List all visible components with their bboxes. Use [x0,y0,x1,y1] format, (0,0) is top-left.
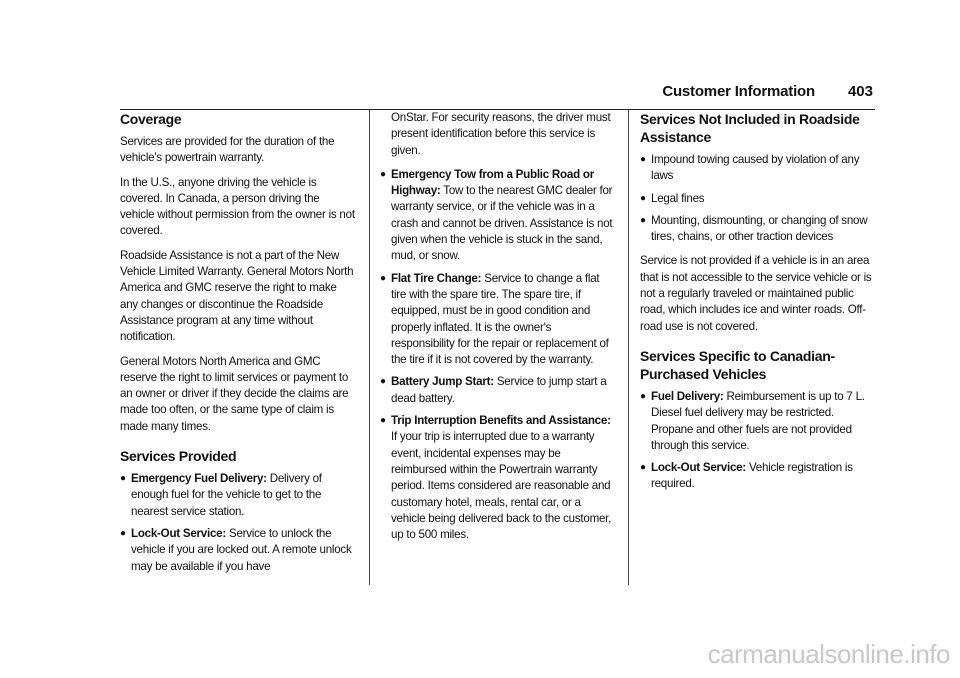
bullet-icon: ● [380,272,386,284]
column-3 [640,110,876,501]
list-item [380,167,616,265]
list-item [640,460,876,493]
page-header [120,83,875,110]
canadian-list [640,389,876,493]
coverage-paragraph: Roadside Assistance is not a part of the New Vehicle Limited Warranty. General Motors North America and GMC reserve the right to make any changes or discontinue the Roadside Assistance program at any time without notification. [120,248,354,344]
item-text: Delivery of enough fuel for the vehicle to get to the nearest service station. [131,472,322,518]
list-item [640,389,876,454]
list-item [640,213,876,246]
item-text: Service to unlock the vehicle if you are locked out. A remote unlock may be available if you have [131,526,352,573]
column-2 [380,110,616,551]
bullet-icon: ● [640,214,646,226]
canadian-heading: Services Specific to Canadian-Purchased Vehicles [640,347,835,382]
continuation-text: OnStar. For security reasons, the driver must present identification before this service is given. [391,111,611,157]
column-divider [369,110,370,585]
item-text: Tow to the nearest GMC dealer for warranty service, or if the vehicle was in a crash and cannot be driven. Assistance is not given when the vehicle is stuck in the sand, mud, or snow. [391,184,613,263]
bullet-icon: ● [380,376,386,388]
item-label: Lock-Out Service: [651,461,746,475]
item-label: Battery Jump Start: [391,375,494,389]
page-number: 403 [847,83,873,100]
bullet-icon: ● [380,415,386,427]
not-included-list [640,152,876,245]
item-label: Fuel Delivery: [651,389,724,403]
bullet-icon: ● [640,390,646,402]
column-1 [120,110,356,583]
item-text: Vehicle registration is required. [651,461,853,491]
item-label: Emergency Tow from a Public Road or Highway: [391,167,594,198]
services-list [380,167,616,544]
item-label: Flat Tire Change: [391,271,482,285]
section-title: Customer Information [662,83,815,100]
item-text: Service to change a flat tire with the spare tire. The spare tire, if equipped, must be in good condition and properly inflated. It is the owner's responsibility for the repair or replacement of the tire if it is not covered by the warranty. [391,271,609,367]
list-item [120,526,356,575]
services-list [120,471,356,575]
coverage-heading: Coverage [120,111,182,127]
not-included-paragraph: Service is not provided if a vehicle is in an area that is not accessible to the service vehicle or is not a regularly traveled or maintained public road, which includes ice and winter roads. Off-road use is not covered. [640,254,872,333]
item-text: Impound towing caused by violation of any laws [651,153,860,183]
list-item [640,191,876,207]
list-item [380,271,616,369]
coverage-paragraph: General Motors North America and GMC reserve the right to limit services or payment to an owner or driver if they decide the claims are made too often, or the same type of claim is made many times. [120,354,349,433]
watermark: carmanualsonline.info [707,639,950,669]
item-text: Service to jump start a dead battery. [391,375,607,405]
item-text: Legal fines [651,191,705,205]
bullet-icon: ● [120,527,126,539]
services-provided-heading: Services Provided [120,448,237,465]
coverage-paragraph: Services are provided for the duration of the vehicle's powertrain warranty. [120,135,335,165]
list-item [120,471,356,520]
item-text: Reimbursement is up to 7 L. Diesel fuel delivery may be restricted. Propane and other fuels are not provided through this service. [651,389,865,452]
item-label: Lock-Out Service: [131,526,226,540]
item-label: Emergency Fuel Delivery: [131,472,267,486]
bullet-icon: ● [380,168,386,180]
not-included-heading: Services Not Included in Roadside Assistance [640,111,860,145]
item-text: Mounting, dismounting, or changing of snow tires, chains, or other traction devices [651,213,868,244]
list-item [640,152,876,185]
bullet-icon: ● [640,462,646,474]
bullet-icon: ● [120,473,126,485]
list-item [380,374,616,407]
list-item [380,413,616,543]
bullet-icon: ● [640,154,646,165]
bullet-icon: ● [640,192,646,204]
item-label: Trip Interruption Benefits and Assistance: [391,414,611,428]
column-divider [628,110,629,585]
item-text: If your trip is interrupted due to a warranty event, incidental expenses may be reimbursed within the Powertrain warranty period. Items considered are reasonable and customary hotel, meals, rental car, or a vehicle being delivered back to the customer, up to 500 miles. [391,430,612,542]
coverage-paragraph: In the U.S., anyone driving the vehicle is covered. In Canada, a person driving the vehicle without permission from the owner is not covered. [120,175,355,238]
